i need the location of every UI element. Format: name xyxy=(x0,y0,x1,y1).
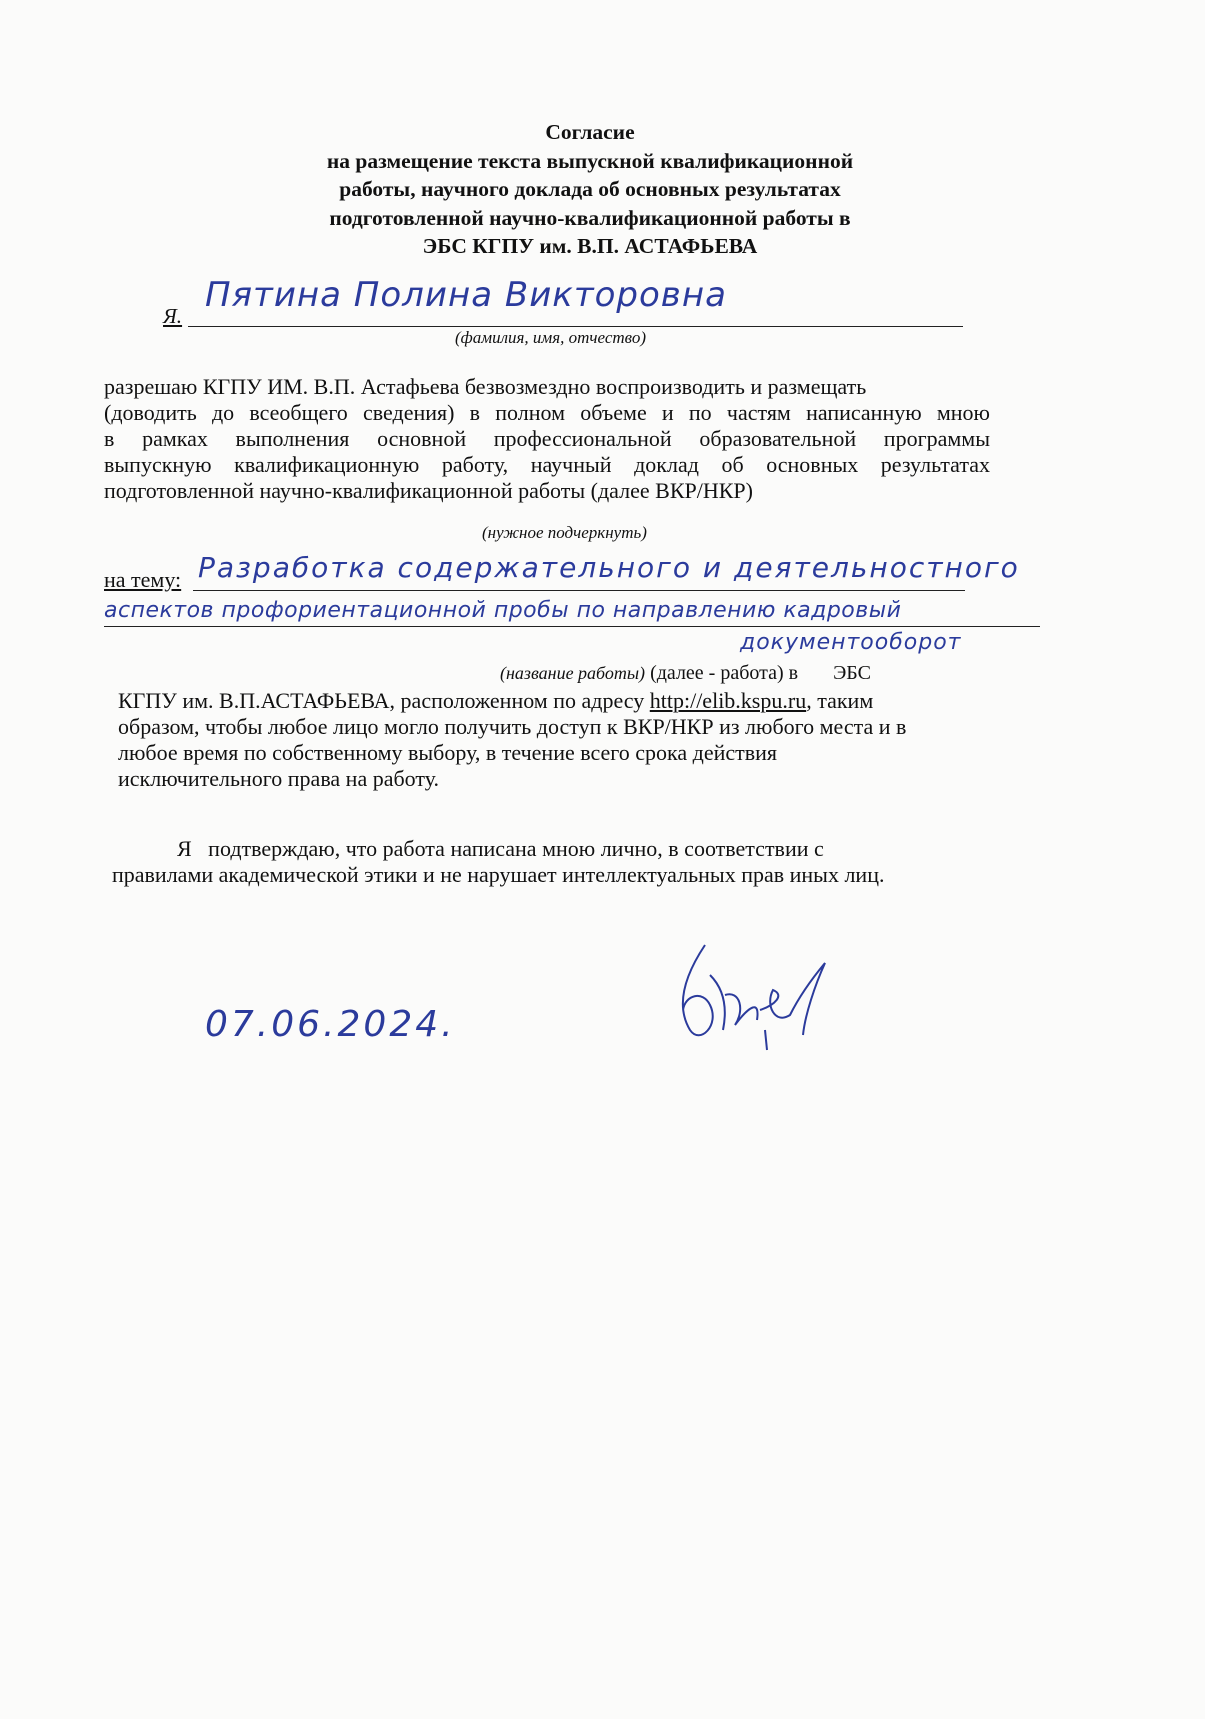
text-line: выпускную квалификационную работу, научный доклад об основных результатах xyxy=(104,452,990,477)
topic-underline-1 xyxy=(193,590,965,591)
text-line xyxy=(118,688,1018,714)
title-line: ЭБС КГПУ им. В.П. АСТАФЬЕВА xyxy=(422,234,758,258)
topic-caption: (название работы) xyxy=(500,663,646,683)
text-segment: , таким xyxy=(806,688,874,713)
underline-note: (нужное подчеркнуть) xyxy=(482,523,647,542)
title-line: на размещение текста выпускной квалификационной xyxy=(326,148,854,173)
text-line: подготовленной научно-квалификационной работы (далее ВКР/НКР) xyxy=(104,478,753,503)
signature-icon xyxy=(665,935,845,1055)
handwritten-date: 07.06.2024. xyxy=(205,1004,456,1045)
permission-paragraph xyxy=(104,374,990,504)
elib-link[interactable]: http://elib.kspu.ru xyxy=(649,688,807,713)
confirmation-line: Я подтверждаю, что работа написана мною лично, в соответствии с xyxy=(177,836,824,861)
topic-caption-line xyxy=(500,662,871,684)
document-title xyxy=(260,118,920,261)
text-line: в рамках выполнения основной профессиональной образовательной программы xyxy=(104,426,990,451)
topic-label: на тему: xyxy=(104,567,182,592)
title-line: Согласие xyxy=(545,120,635,144)
title-line: подготовленной научно-квалификационной работы в xyxy=(329,205,851,230)
signature xyxy=(665,935,845,1055)
text-line: исключительного права на работу. xyxy=(118,766,440,791)
name-prefix: Я. xyxy=(163,304,183,328)
handwritten-topic-line: аспектов профориентационной пробы по направлению кадровый xyxy=(104,598,902,623)
name-caption: (фамилия, имя, отчество) xyxy=(455,328,646,347)
text-line: любое время по собственному выбору, в течение всего срока действия xyxy=(118,740,778,765)
confirmation-line: правилами академической этики и не нарушает интеллектуальных прав иных лиц. xyxy=(112,862,885,887)
text-line: разрешаю КГПУ ИМ. В.П. Астафьева безвозмездно воспроизводить и размещать xyxy=(104,374,867,399)
handwritten-topic-line: документооборот xyxy=(740,630,962,655)
title-line: работы, научного доклада об основных результатах xyxy=(339,177,841,201)
placement-paragraph xyxy=(118,688,1018,792)
topic-caption-tail: (далее - работа) в ЭБС xyxy=(645,662,871,684)
handwritten-topic-line: Разработка содержательного и деятельностного xyxy=(198,551,1020,584)
text-segment: КГПУ им. В.П.АСТАФЬЕВА, расположенном по адресу xyxy=(118,688,650,713)
topic-underline-2 xyxy=(104,626,1040,627)
handwritten-name: Пятина Полина Викторовна xyxy=(205,275,727,315)
text-line: образом, чтобы любое лицо могло получить доступ к ВКР/НКР из любого места и в xyxy=(118,714,907,739)
text-line: (доводить до всеобщего сведения) в полном объеме и по частям написанную мною xyxy=(104,400,990,425)
